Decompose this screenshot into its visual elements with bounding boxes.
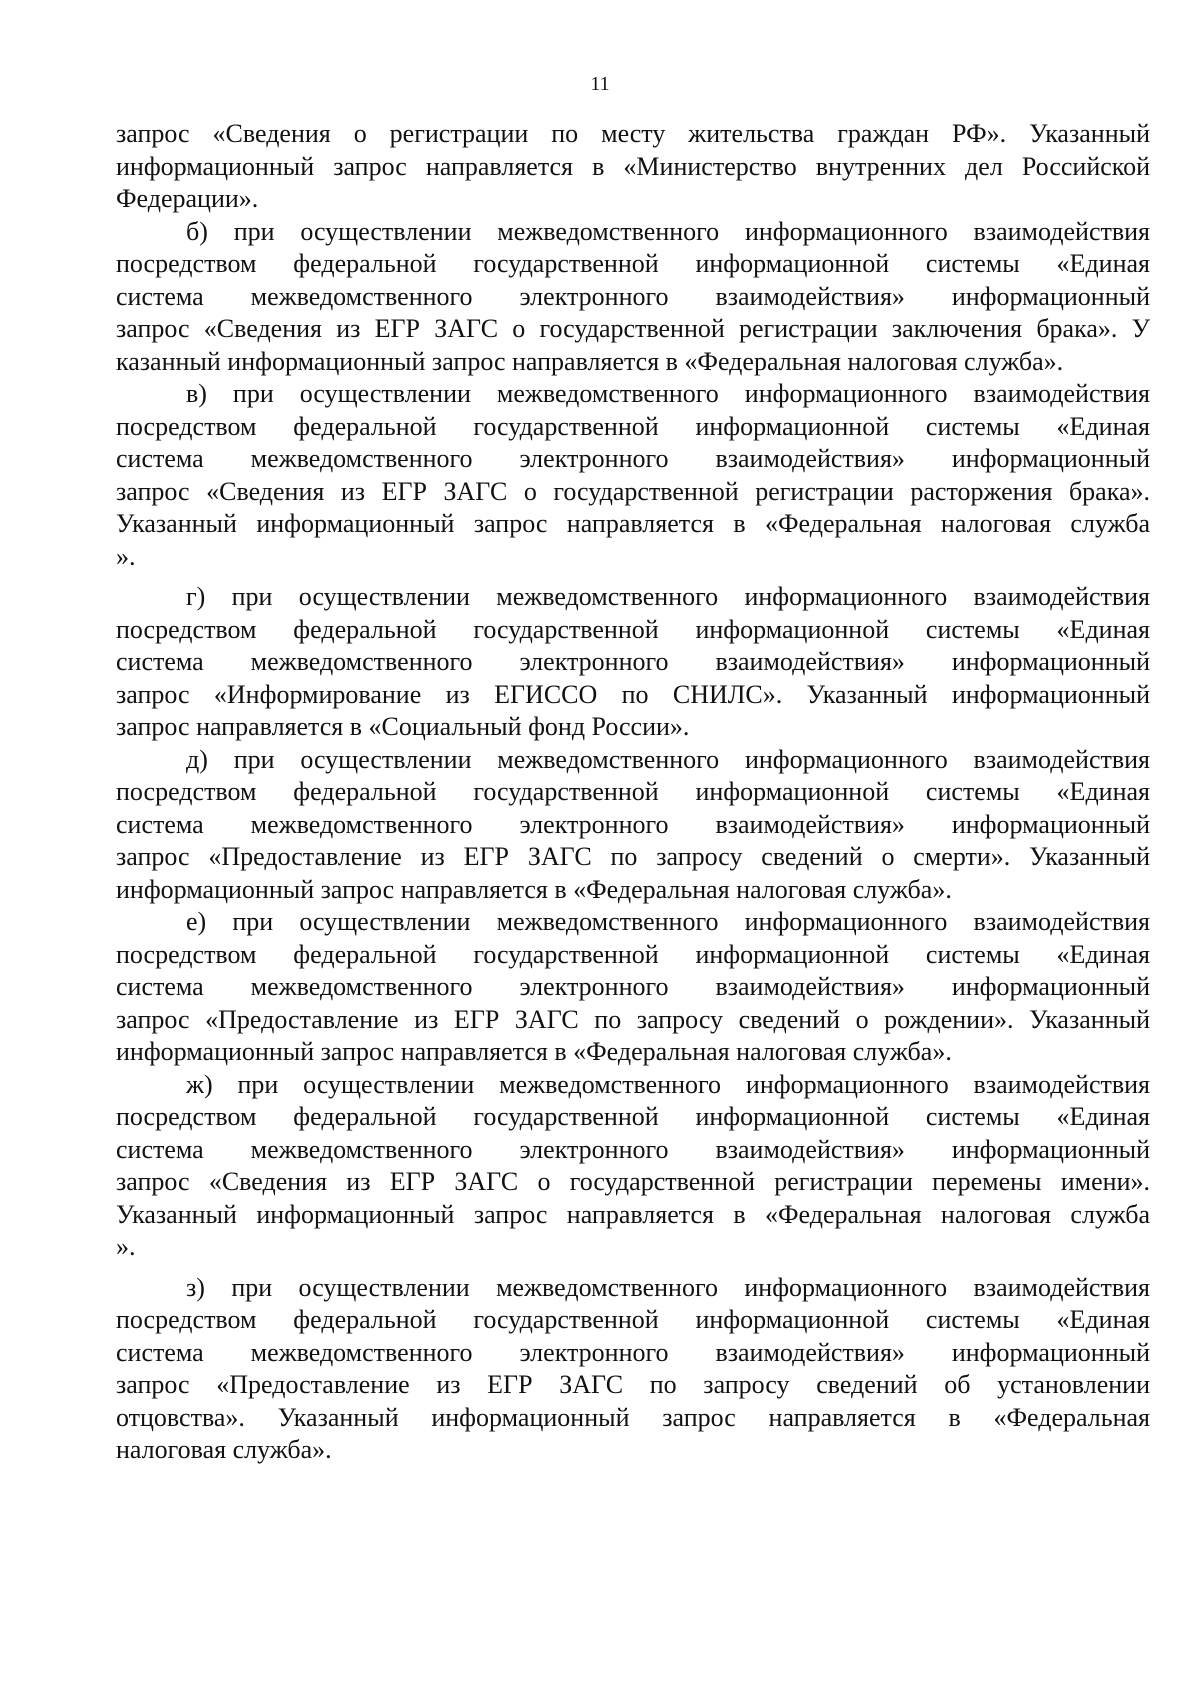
text-line: ». [116,541,136,571]
text-line: налоговая служба». [116,1435,332,1464]
text-line: д) при осуществлении межведомственного информационного взаимодействия [186,744,1150,774]
text-line: информационный запрос направляется в «Федеральная налоговая служба». [116,874,952,904]
text-line: отцовства». Указанный информационный запрос направляется в «Федеральная [116,1402,1150,1432]
text-line: посредством федеральной государственной информационной системы «Единая [116,411,1150,441]
text-line: запрос «Сведения о регистрации по месту жительства граждан РФ». Указанный [116,119,1150,148]
text-line: система межведомственного электронного взаимодействия» информационный [116,1134,1150,1164]
text-line: система межведомственного электронного взаимодействия» информационный [116,1337,1150,1367]
paragraph-g [116,581,1150,744]
text-line: запрос «Предоставление из ЕГР ЗАГС по запросу сведений о смерти». Указанный [116,842,1150,871]
text-line: система межведомственного электронного взаимодействия» информационный [116,444,1150,473]
text-line: г) при осуществлении межведомственного информационного взаимодействия [186,582,1150,611]
paragraph-zh [116,1069,1150,1264]
paragraph-d [116,744,1150,907]
text-line: посредством федеральной государственной информационной системы «Единая [116,1102,1150,1131]
text-line: запрос «Информирование из ЕГИССО по СНИЛС». Указанный информационный [116,679,1150,709]
text-line: в) при осуществлении межведомственного информационного взаимодействия [186,379,1150,408]
text-line: посредством федеральной государственной информационной системы «Единая [116,614,1150,644]
text-line: Федерации». [116,184,259,213]
text-line: ж) при осуществлении межведомственного информационного взаимодействия [186,1069,1150,1099]
paragraph-e [116,906,1150,1069]
text-line: запрос направляется в «Социальный фонд России». [116,712,690,741]
paragraph-z [116,1272,1150,1467]
text-line: система межведомственного электронного взаимодействия» информационный [116,281,1150,311]
paragraph [116,118,1150,216]
text-line: посредством федеральной государственной информационной системы «Единая [116,249,1150,278]
text-line: б) при осуществлении межведомственного информационного взаимодействия [186,216,1150,246]
text-line: е) при осуществлении межведомственного информационного взаимодействия [186,907,1150,936]
text-line: запрос «Сведения из ЕГР ЗАГС о государственной регистрации расторжения брака». [116,476,1150,506]
page-number: 11 [590,73,610,95]
text-line: запрос «Сведения из ЕГР ЗАГС о государственной регистрации заключения брака». У [116,314,1150,343]
text-line: система межведомственного электронного взаимодействия» информационный [116,809,1150,839]
text-line: Указанный информационный запрос направляется в «Федеральная налоговая служба [116,509,1150,538]
paragraph-v [116,378,1150,573]
text-line: информационный запрос направляется в «Министерство внутренних дел Российской [116,151,1150,181]
text-line: запрос «Сведения из ЕГР ЗАГС о государственной регистрации перемены имени». [116,1167,1150,1196]
text-line: ». [116,1232,136,1261]
paragraph-b [116,216,1150,379]
text-line: казанный информационный запрос направляется в «Федеральная налоговая служба». [116,346,1064,376]
text-line: система межведомственного электронного взаимодействия» информационный [116,647,1150,676]
text-line: посредством федеральной государственной информационной системы «Единая [116,939,1150,969]
text-line: посредством федеральной государственной информационной системы «Единая [116,1305,1150,1334]
paragraph-gap [116,573,1150,581]
text-line: посредством федеральной государственной информационной системы «Единая [116,777,1150,806]
text-line: з) при осуществлении межведомственного информационного взаимодействия [186,1272,1150,1302]
document-body [116,118,1150,1467]
text-line: запрос «Предоставление из ЕГР ЗАГС по запросу сведений об установлении [116,1370,1150,1399]
text-line: Указанный информационный запрос направляется в «Федеральная налоговая служба [116,1199,1150,1229]
text-line: запрос «Предоставление из ЕГР ЗАГС по запросу сведений о рождении». Указанный [116,1004,1150,1034]
paragraph-gap [116,1264,1150,1272]
text-line: информационный запрос направляется в «Федеральная налоговая служба». [116,1037,952,1066]
text-line: система межведомственного электронного взаимодействия» информационный [116,972,1150,1001]
